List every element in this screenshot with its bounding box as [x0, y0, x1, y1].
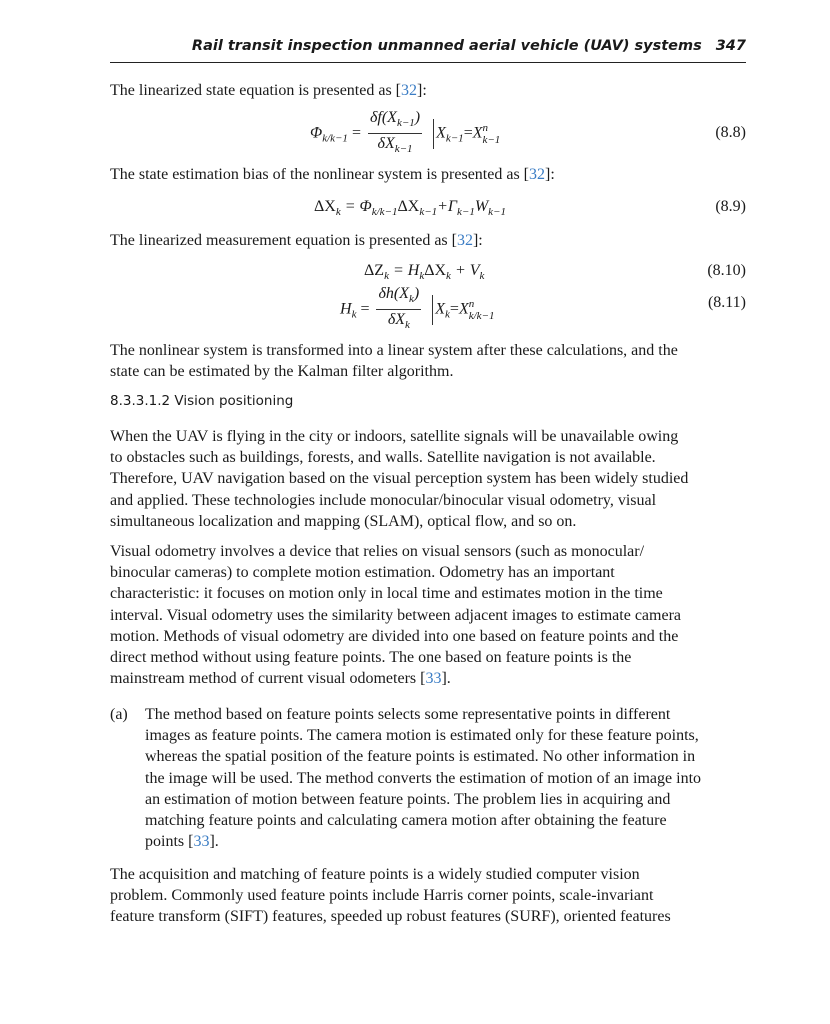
text-line: points [33]. [145, 833, 219, 851]
equation-number: (8.9) [715, 198, 746, 215]
equation-8-8: $\Phi_{k/k-1}$ = $\frac{\delta f(X_{k-1})}{\delta X_{k-1}}$ $X_{k-1}=X$ n k−1 (8.8) [310, 109, 746, 156]
text-line: binocular cameras) to complete motion estimation. Odometry has an important [110, 564, 615, 582]
list-label: (a) [110, 706, 128, 723]
text-line: feature transform (SIFT) features, speeded up robust features (SURF), oriented features [110, 908, 671, 926]
paragraph [110, 340, 750, 382]
text-line: matching feature points and calculating camera motion after obtaining the feature [145, 812, 667, 830]
text-line: direct method without using feature points. The one based on feature points is the [110, 649, 632, 667]
text-line: interval. Visual odometry uses the similarity between adjacent images to estimate camera [110, 606, 681, 624]
text-line: Visual odometry involves a device that relies on visual sensors (such as monocular/ [110, 543, 645, 560]
section-heading: 8.3.3.1.2 Vision positioning [110, 393, 294, 409]
text-line: The method based on feature points selects some representative points in different [145, 706, 671, 723]
text-line: The linearized measurement equation is presented as [32]: [110, 232, 483, 249]
citation-link[interactable]: 33 [193, 833, 210, 851]
paragraph [110, 230, 750, 251]
equation-number: (8.11) [707, 294, 746, 311]
citation-link[interactable]: 32 [401, 82, 417, 99]
text-line: motion. Methods of visual odometry are divided into one based on feature points and the [110, 627, 679, 645]
text-line: The state estimation bias of the nonlinear system is presented as [32]: [110, 166, 555, 183]
equation-8-11: $H_k$ = $\frac{\delta h(X_k)}{\delta X_k}$ $X_k=X$ n k/k−1 (8.11) [340, 285, 746, 332]
paragraph [110, 80, 750, 101]
text-line: and applied. These technologies include monocular/binocular visual odometry, visual [110, 491, 657, 509]
equation-8-10: $\Delta Z_k = H_k\Delta X_k + V_k$ (8.10) [364, 262, 746, 283]
text-line: Therefore, UAV navigation based on the visual perception system has been widely studied [110, 470, 689, 488]
text-line: simultaneous localization and mapping (SLAM), optical flow, and so on. [110, 512, 577, 530]
text-line: The nonlinear system is transformed into a linear system after these calculations, and the [110, 342, 678, 359]
equation-number: (8.10) [707, 262, 746, 279]
paragraph [110, 541, 750, 689]
text-line: mainstream method of current visual odometers [33]. [110, 670, 451, 688]
text-line: to obstacles such as buildings, forests, and walls. Satellite navigation is not available. [110, 449, 656, 467]
text-line: When the UAV is flying in the city or indoors, satellite signals will be unavailable owing [110, 428, 679, 445]
citation-link[interactable]: 33 [425, 670, 442, 688]
text-line: an estimation of motion between feature points. The problem lies in acquiring and [145, 790, 671, 808]
text-line: The acquisition and matching of feature points is a widely studied computer vision [110, 866, 640, 883]
equation-number: (8.8) [715, 124, 746, 141]
list-item [145, 704, 750, 852]
text-line: characteristic: it focuses on motion only in local time and estimates motion in the time [110, 585, 663, 603]
equation-8-9: $\Delta X_k = \Phi_{k/k-1}\Delta X_{k-1}+\Gamma_{k-1}W_{k-1}$ (8.9) [314, 198, 746, 219]
running-header [110, 38, 746, 63]
text-line: problem. Commonly used feature points include Harris corner points, scale-invariant [110, 887, 654, 905]
text-line: images as feature points. The camera motion is estimated only for these feature points, [145, 727, 699, 745]
paragraph [110, 864, 750, 928]
running-title: Rail transit inspection unmanned aerial vehicle (UAV) systems [191, 38, 702, 54]
text-line: The linearized state equation is presented as [32]: [110, 82, 427, 99]
text-line: the image will be used. The method converts the estimation of motion of an image into [145, 769, 702, 787]
citation-link[interactable]: 32 [456, 232, 473, 249]
text-line: whereas the spatial position of the feature points is estimated. No other information in [145, 748, 696, 766]
citation-link[interactable]: 32 [529, 166, 545, 183]
paragraph [110, 164, 750, 185]
paragraph [110, 426, 750, 532]
text-line: state can be estimated by the Kalman filter algorithm. [110, 363, 454, 381]
page-number: 347 [715, 38, 746, 54]
